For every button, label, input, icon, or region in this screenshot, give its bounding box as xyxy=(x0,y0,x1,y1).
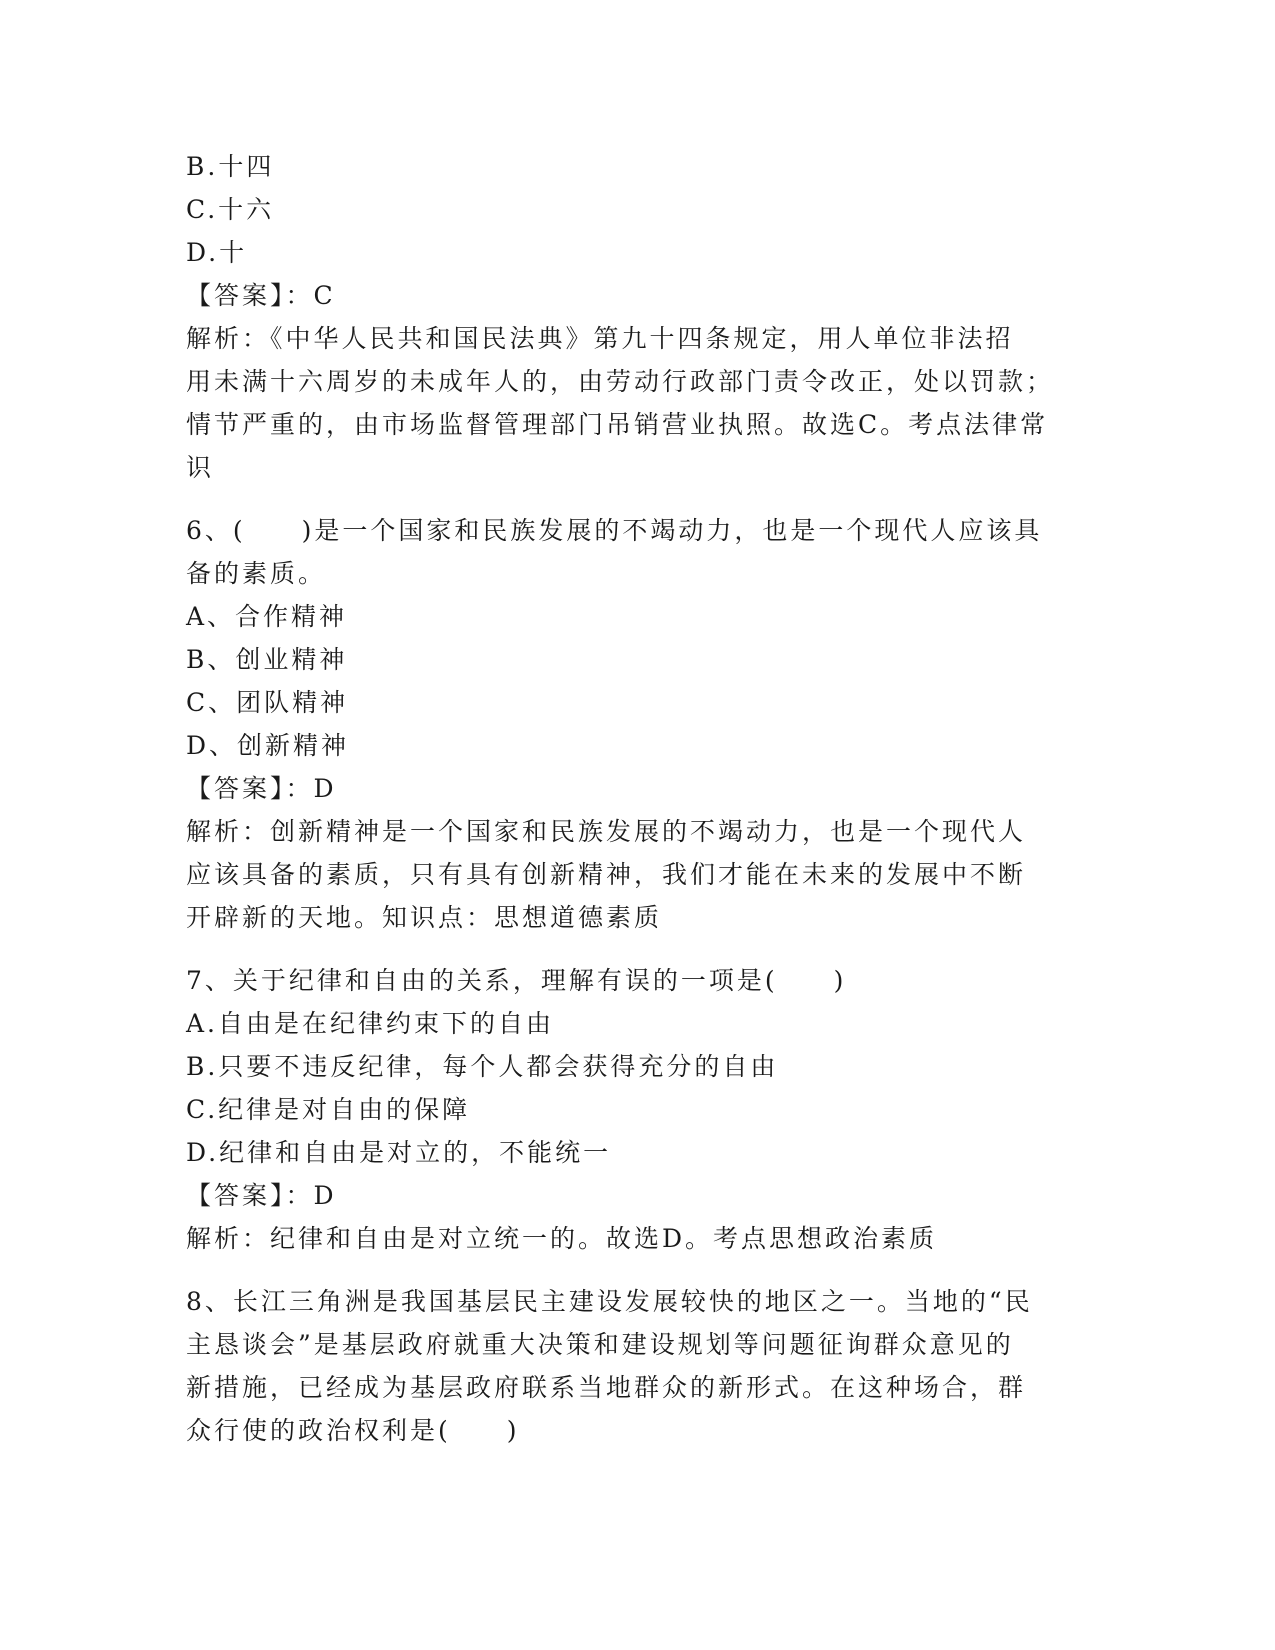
spacer xyxy=(186,489,1086,509)
answer: 【答案】：D xyxy=(186,1181,337,1210)
analysis-line: 解析：《中华人民共和国民法典》第九十四条规定，用人单位非法招 xyxy=(186,324,1014,353)
option-b: B、创业精神 xyxy=(186,645,348,674)
option-a: A、合作精神 xyxy=(186,602,348,631)
question-stem-line: 7、关于纪律和自由的关系，理解有误的一项是( ) xyxy=(186,966,847,995)
question-stem-line: 主恳谈会”是基层政府就重大决策和建设规划等问题征询群众意见的 xyxy=(186,1330,1014,1359)
question-stem-line: 众行使的政治权利是( ) xyxy=(186,1416,520,1445)
question-7 xyxy=(186,959,1086,1260)
option-b: B.只要不违反纪律，每个人都会获得充分的自由 xyxy=(186,1052,779,1081)
analysis-line: 解析：创新精神是一个国家和民族发展的不竭动力，也是一个现代人 xyxy=(186,817,1027,846)
question-8 xyxy=(186,1280,1086,1452)
option-c: C.纪律是对自由的保障 xyxy=(186,1095,471,1124)
option-c: C.十六 xyxy=(186,195,275,224)
question-5-tail xyxy=(186,145,1086,489)
option-c: C、团队精神 xyxy=(186,688,349,717)
document-page xyxy=(186,145,1086,1452)
question-stem-line: 6、( )是一个国家和民族发展的不竭动力，也是一个现代人应该具 xyxy=(186,516,1043,545)
option-a: A.自由是在纪律约束下的自由 xyxy=(186,1009,555,1038)
question-6 xyxy=(186,509,1086,939)
question-stem-line: 8、长江三角洲是我国基层民主建设发展较快的地区之一。当地的“民 xyxy=(186,1287,1033,1316)
question-stem-line: 备的素质。 xyxy=(186,559,327,588)
option-d: D.纪律和自由是对立的，不能统一 xyxy=(186,1138,612,1167)
analysis-line: 开辟新的天地。知识点：思想道德素质 xyxy=(186,903,663,932)
analysis-line: 应该具备的素质，只有具有创新精神，我们才能在未来的发展中不断 xyxy=(186,860,1027,889)
analysis-line: 识 xyxy=(186,453,215,482)
spacer xyxy=(186,939,1086,959)
option-b: B.十四 xyxy=(186,152,275,181)
analysis-line: 解析：纪律和自由是对立统一的。故选D。考点思想政治素质 xyxy=(186,1224,938,1253)
answer: 【答案】：C xyxy=(186,281,336,310)
option-d: D.十 xyxy=(186,238,248,267)
spacer xyxy=(186,1260,1086,1280)
option-d: D、创新精神 xyxy=(186,731,350,760)
analysis-line: 用未满十六周岁的未成年人的，由劳动行政部门责令改正，处以罚款； xyxy=(186,367,1055,396)
question-stem-line: 新措施，已经成为基层政府联系当地群众的新形式。在这种场合，群 xyxy=(186,1373,1027,1402)
analysis-line: 情节严重的，由市场监督管理部门吊销营业执照。故选C。考点法律常 xyxy=(186,410,1049,439)
answer: 【答案】：D xyxy=(186,774,337,803)
